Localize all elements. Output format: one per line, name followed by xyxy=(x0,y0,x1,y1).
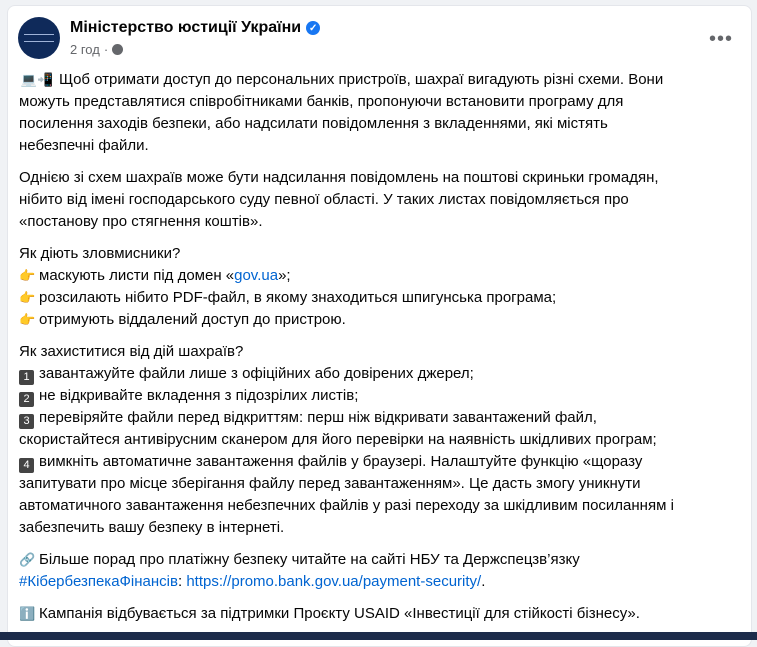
text-line: Більше порад про платіжну безпеку читайте на сайті НБУ та Держспецзв’язку xyxy=(39,551,580,568)
list-item: отримують віддалений доступ до пристрою. xyxy=(39,311,346,328)
text-line: запитувати про місце зберігання файлу перед завантаженням». Це дасть змогу уникнути xyxy=(19,475,641,492)
separator: · xyxy=(103,42,109,57)
paragraph-5 xyxy=(19,549,744,593)
text-line: скористайтеся антивірусним сканером для його перевірки на наявність шкідливих програм; xyxy=(19,431,657,448)
section-title: Як захиститися від дій шахраїв? xyxy=(19,343,244,360)
text: : xyxy=(177,573,187,590)
section-title: Як діють зловмисники? xyxy=(19,245,181,262)
text: маскують листи під домен « xyxy=(39,267,235,284)
hashtag-link[interactable]: #КібербезпекаФінансів xyxy=(19,573,178,590)
text: »; xyxy=(278,267,291,284)
keycap-1-icon: 1 xyxy=(19,370,34,385)
text-line: Кампанія відбувається за підтримки Проєкту USAID «Інвестиції для стійкості бізнесу». xyxy=(39,605,640,622)
text-line: небезпечні файли. xyxy=(19,137,149,154)
text-line: можуть представлятися співробітниками банків, пропонуючи встановити програму для xyxy=(19,93,624,110)
keycap-4-icon: 4 xyxy=(19,458,34,473)
text-line: автоматичного завантаження небезпечних файлів у разі переходу за шкідливим посиланням і xyxy=(19,497,674,514)
bottom-bar xyxy=(0,632,757,640)
gov-ua-link[interactable]: gov.ua xyxy=(234,267,279,284)
paragraph-1 xyxy=(19,69,744,157)
paragraph-6 xyxy=(19,603,744,625)
post-card xyxy=(7,5,752,647)
author-name-link[interactable]: Міністерство юстиції України xyxy=(70,19,302,36)
keycap-2-icon: 2 xyxy=(19,392,34,407)
list-item: розсилають нібито PDF-файл, в якому знаходиться шпигунська програма; xyxy=(39,289,557,306)
text-line: Щоб отримати доступ до персональних пристроїв, шахраї вигадують різні схеми. Вони xyxy=(59,71,664,88)
post-body xyxy=(19,69,744,635)
more-options-button[interactable]: ••• xyxy=(708,28,733,50)
text: . xyxy=(481,573,486,590)
payment-security-link[interactable]: https://promo.bank.gov.ua/payment-security/ xyxy=(186,573,482,590)
list-item: завантажуйте файли лише з офіційних або довірених джерел; xyxy=(39,365,474,382)
text-line: «постанову про стягнення коштів». xyxy=(19,213,263,230)
globe-icon xyxy=(112,44,123,55)
pointing-hand-icon: 👉 xyxy=(19,268,36,283)
author-name[interactable] xyxy=(70,19,320,37)
laptop-phone-icon: 💻📲 xyxy=(20,72,54,87)
paragraph-2 xyxy=(19,167,744,233)
author-avatar[interactable] xyxy=(18,17,60,59)
list-item: не відкривайте вкладення з підозрілих листів; xyxy=(39,387,359,404)
paragraph-3 xyxy=(19,243,744,331)
pointing-hand-icon: 👉 xyxy=(19,312,36,327)
text-line: Однією зі схем шахраїв може бути надсилання повідомлень на поштові скриньки громадян, xyxy=(19,169,659,186)
paragraph-4 xyxy=(19,341,744,539)
info-icon: ℹ️ xyxy=(19,606,36,621)
link-icon: 🔗 xyxy=(19,552,36,567)
pointing-hand-icon: 👉 xyxy=(19,290,36,305)
text-line: нібито від імені господарського суду певної області. У таких листах повідомляється про xyxy=(19,191,629,208)
text-line: забезпечить вашу безпеку в інтернеті. xyxy=(19,519,285,536)
keycap-3-icon: 3 xyxy=(19,414,34,429)
list-item: вимкніть автоматичне завантаження файлів у браузері. Налаштуйте функцію «щоразу xyxy=(39,453,643,470)
post-time[interactable]: 2 год xyxy=(70,42,100,57)
text-line: посилення заходів безпеки, або надсилати повідомлення з вкладеннями, які містять xyxy=(19,115,608,132)
post-meta xyxy=(70,42,123,57)
verified-badge-icon: ✓ xyxy=(306,21,320,35)
list-item: перевіряйте файли перед відкриттям: перш ніж відкривати завантажений файл, xyxy=(39,409,597,426)
